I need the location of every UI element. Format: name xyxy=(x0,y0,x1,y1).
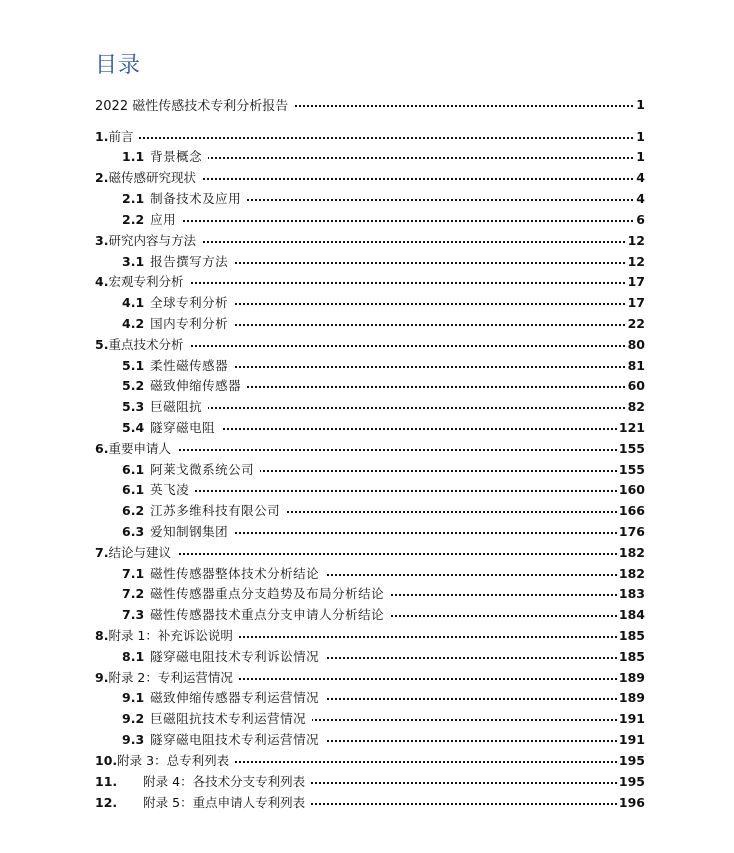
toc-entry-page: 184 xyxy=(618,606,645,622)
toc-entry-page: 185 xyxy=(618,648,645,664)
toc-entry-label: 巨磁阻抗技术专利运营情况 xyxy=(150,711,307,726)
toc-entry-number: 10. xyxy=(95,752,118,768)
toc-entry-label: 隧穿磁电阻技术专利运营情况 xyxy=(150,732,320,747)
toc-entry-number: 9.3 xyxy=(122,731,145,747)
toc-entry-number: 1. xyxy=(95,128,109,144)
toc-entry-page: 155 xyxy=(618,440,645,456)
toc-entry-page: 12 xyxy=(627,232,645,248)
toc-entry-label: 江苏多维科技有限公司 xyxy=(150,503,281,518)
toc-entry-page: 191 xyxy=(618,731,645,747)
toc-entry[interactable] xyxy=(122,396,645,416)
toc-entry-label: 柔性磁传感器 xyxy=(150,358,229,373)
toc-entry-label: 附录 1：补充诉讼说明 xyxy=(108,628,233,643)
toc-entry-page: 155 xyxy=(618,461,645,477)
toc-entry[interactable] xyxy=(95,792,645,812)
toc-entry-page: 195 xyxy=(618,773,645,789)
toc-entry-label: 阿莱戈微系统公司 xyxy=(150,462,255,477)
toc-entry[interactable] xyxy=(122,687,645,707)
toc-entry-number: 6.1 xyxy=(122,481,145,497)
toc-entry-label: 英飞凌 xyxy=(150,482,190,497)
toc-entry-number: 9.2 xyxy=(122,710,145,726)
toc-entry[interactable] xyxy=(122,646,645,666)
toc-entry-number: 7.1 xyxy=(122,565,145,581)
toc-entry-label: 结论与建议 xyxy=(108,545,171,560)
toc-entry-label: 前言 xyxy=(108,129,134,144)
toc-entry-label: 制备技术及应用 xyxy=(150,191,242,206)
toc-entry-page: 4 xyxy=(636,169,645,185)
toc-entry-number: 11. xyxy=(95,773,118,789)
toc-entry[interactable] xyxy=(122,417,645,437)
toc-entry-number: 5.1 xyxy=(122,357,145,373)
toc-entry[interactable] xyxy=(122,355,645,375)
toc-entry-number: 7. xyxy=(95,544,109,560)
toc-entry-page: 189 xyxy=(618,669,645,685)
toc-entry[interactable] xyxy=(122,146,645,166)
toc-entry[interactable] xyxy=(95,438,645,458)
toc-entry-number: 7.3 xyxy=(122,606,145,622)
toc-entry-page: 1 xyxy=(636,96,645,112)
toc-entry[interactable] xyxy=(122,292,645,312)
toc-entry-label: 磁致伸缩传感器 xyxy=(150,378,242,393)
toc-entry-label: 国内专利分析 xyxy=(150,316,229,331)
toc-entry-page: 196 xyxy=(618,794,645,810)
toc-entry-page: 121 xyxy=(618,419,645,435)
toc-entry-label: 附录 3：总专利列表 xyxy=(117,753,230,768)
toc-entry-number: 9. xyxy=(95,669,109,685)
toc-entry[interactable] xyxy=(122,459,645,479)
toc-entry-label: 巨磁阻抗 xyxy=(150,399,203,414)
toc-entry-label: 附录 5：重点申请人专利列表 xyxy=(143,795,306,810)
toc-entry-number: 2.2 xyxy=(122,211,145,227)
toc-entry[interactable] xyxy=(122,708,645,728)
page-title: 目录 xyxy=(95,53,142,78)
toc-entry-number: 12. xyxy=(95,794,118,810)
toc-entry[interactable] xyxy=(122,188,645,208)
toc-entry[interactable] xyxy=(95,334,645,354)
toc-entry-page: 17 xyxy=(627,273,645,289)
dot-leader xyxy=(95,449,645,451)
toc-entry-label: 附录 2：专利运营情况 xyxy=(108,670,233,685)
toc-entry-page: 183 xyxy=(618,585,645,601)
toc-entry[interactable] xyxy=(95,771,645,791)
toc-entry-label: 磁性传感器整体技术分析结论 xyxy=(150,566,320,581)
toc-entry-page: 17 xyxy=(627,294,645,310)
toc-entry-number: 2. xyxy=(95,169,109,185)
toc-entry-page: 160 xyxy=(618,481,645,497)
toc-entry-number: 3. xyxy=(95,232,109,248)
dot-leader xyxy=(95,553,645,555)
toc-entry-page: 81 xyxy=(627,357,645,373)
toc-entry[interactable] xyxy=(122,729,645,749)
toc-entry-number: 5.3 xyxy=(122,398,145,414)
toc-entry-page: 176 xyxy=(618,523,645,539)
toc-entry[interactable] xyxy=(122,479,645,499)
toc-entry-number: 8.1 xyxy=(122,648,145,664)
toc-entry-label: 报告撰写方法 xyxy=(150,254,229,269)
dot-leader xyxy=(122,490,645,492)
toc-entry-label: 研究内容与方法 xyxy=(108,233,196,248)
toc-entry[interactable] xyxy=(95,167,645,187)
toc-entry-label: 附录 4：各技术分支专利列表 xyxy=(143,774,306,789)
toc-entry-page: 166 xyxy=(618,502,645,518)
toc-entry-label: 全球专利分析 xyxy=(150,295,229,310)
toc-entry[interactable] xyxy=(122,500,645,520)
toc-entry-number: 3.1 xyxy=(122,253,145,269)
toc-entry-number: 9.1 xyxy=(122,689,145,705)
toc-entry-page: 12 xyxy=(627,253,645,269)
toc-entry-number: 2.1 xyxy=(122,190,145,206)
toc-entry-label: 爱知制钢集团 xyxy=(150,524,229,539)
toc-entry-page: 1 xyxy=(636,128,645,144)
toc-entry[interactable] xyxy=(122,521,645,541)
toc-entry-label: 隧穿磁电阻技术专利诉讼情况 xyxy=(150,649,320,664)
dot-leader xyxy=(95,137,645,139)
toc-entry[interactable] xyxy=(95,542,645,562)
toc-entry-page: 22 xyxy=(627,315,645,331)
toc-entry-page: 185 xyxy=(618,627,645,643)
toc-entry[interactable] xyxy=(95,750,645,770)
toc-entry-page: 82 xyxy=(627,398,645,414)
toc-entry-page: 182 xyxy=(618,565,645,581)
toc-entry-page: 1 xyxy=(636,148,645,164)
toc-entry-page: 191 xyxy=(618,710,645,726)
toc-entry-label: 磁性传感器技术重点分支申请人分析结论 xyxy=(150,607,385,622)
toc-entry-label: 应用 xyxy=(150,212,177,227)
toc-entry-label: 磁性传感器重点分支趋势及布局分析结论 xyxy=(150,586,385,601)
toc-entry-number: 4. xyxy=(95,273,109,289)
toc-entry[interactable] xyxy=(122,604,645,624)
toc-entry[interactable] xyxy=(95,94,645,114)
toc-entry-label: 背景概念 xyxy=(150,149,203,164)
toc-entry-number: 7.2 xyxy=(122,585,145,601)
toc-entry-number: 6.2 xyxy=(122,502,145,518)
toc-entry[interactable] xyxy=(95,667,645,687)
toc-entry-number: 6. xyxy=(95,440,109,456)
toc-entry[interactable] xyxy=(122,563,645,583)
toc-entry-number: 5.2 xyxy=(122,377,145,393)
toc-entry-number: 5.4 xyxy=(122,419,145,435)
toc-entry-page: 4 xyxy=(636,190,645,206)
toc-entry-label: 重点技术分析 xyxy=(108,337,184,352)
toc-entry[interactable] xyxy=(95,271,645,291)
toc-entry[interactable] xyxy=(122,583,645,603)
toc-entry-number: 4.1 xyxy=(122,294,145,310)
toc-entry[interactable] xyxy=(122,375,645,395)
toc-entry-label: 重要申请人 xyxy=(108,441,171,456)
toc-entry[interactable] xyxy=(122,209,645,229)
toc-entry[interactable] xyxy=(95,126,645,146)
toc-entry-page: 60 xyxy=(627,377,645,393)
toc-entry[interactable] xyxy=(95,625,645,645)
toc-entry-page: 189 xyxy=(618,689,645,705)
toc-entry-number: 8. xyxy=(95,627,109,643)
toc-entry-number: 4.2 xyxy=(122,315,145,331)
toc-entry-page: 182 xyxy=(618,544,645,560)
dot-leader xyxy=(122,220,645,222)
toc-entry-number: 1.1 xyxy=(122,148,145,164)
toc-entry-number: 6.1 xyxy=(122,461,145,477)
toc-entry-label: 磁致伸缩传感器专利运营情况 xyxy=(150,690,320,705)
toc-entry-label: 宏观专利分析 xyxy=(108,274,184,289)
toc-entry-number: 5. xyxy=(95,336,109,352)
toc-entry[interactable] xyxy=(95,230,645,250)
toc-entry-label: 隧穿磁电阻 xyxy=(150,420,216,435)
toc-entry-page: 195 xyxy=(618,752,645,768)
toc-entry-page: 6 xyxy=(636,211,645,227)
toc-entry-page: 80 xyxy=(627,336,645,352)
toc-entry-label: 磁传感研究现状 xyxy=(108,170,196,185)
toc-entry-label: 2022 磁性传感技术专利分析报告 xyxy=(95,98,289,114)
toc-entry-number: 6.3 xyxy=(122,523,145,539)
toc-entry[interactable] xyxy=(122,251,645,271)
toc-entry[interactable] xyxy=(122,313,645,333)
